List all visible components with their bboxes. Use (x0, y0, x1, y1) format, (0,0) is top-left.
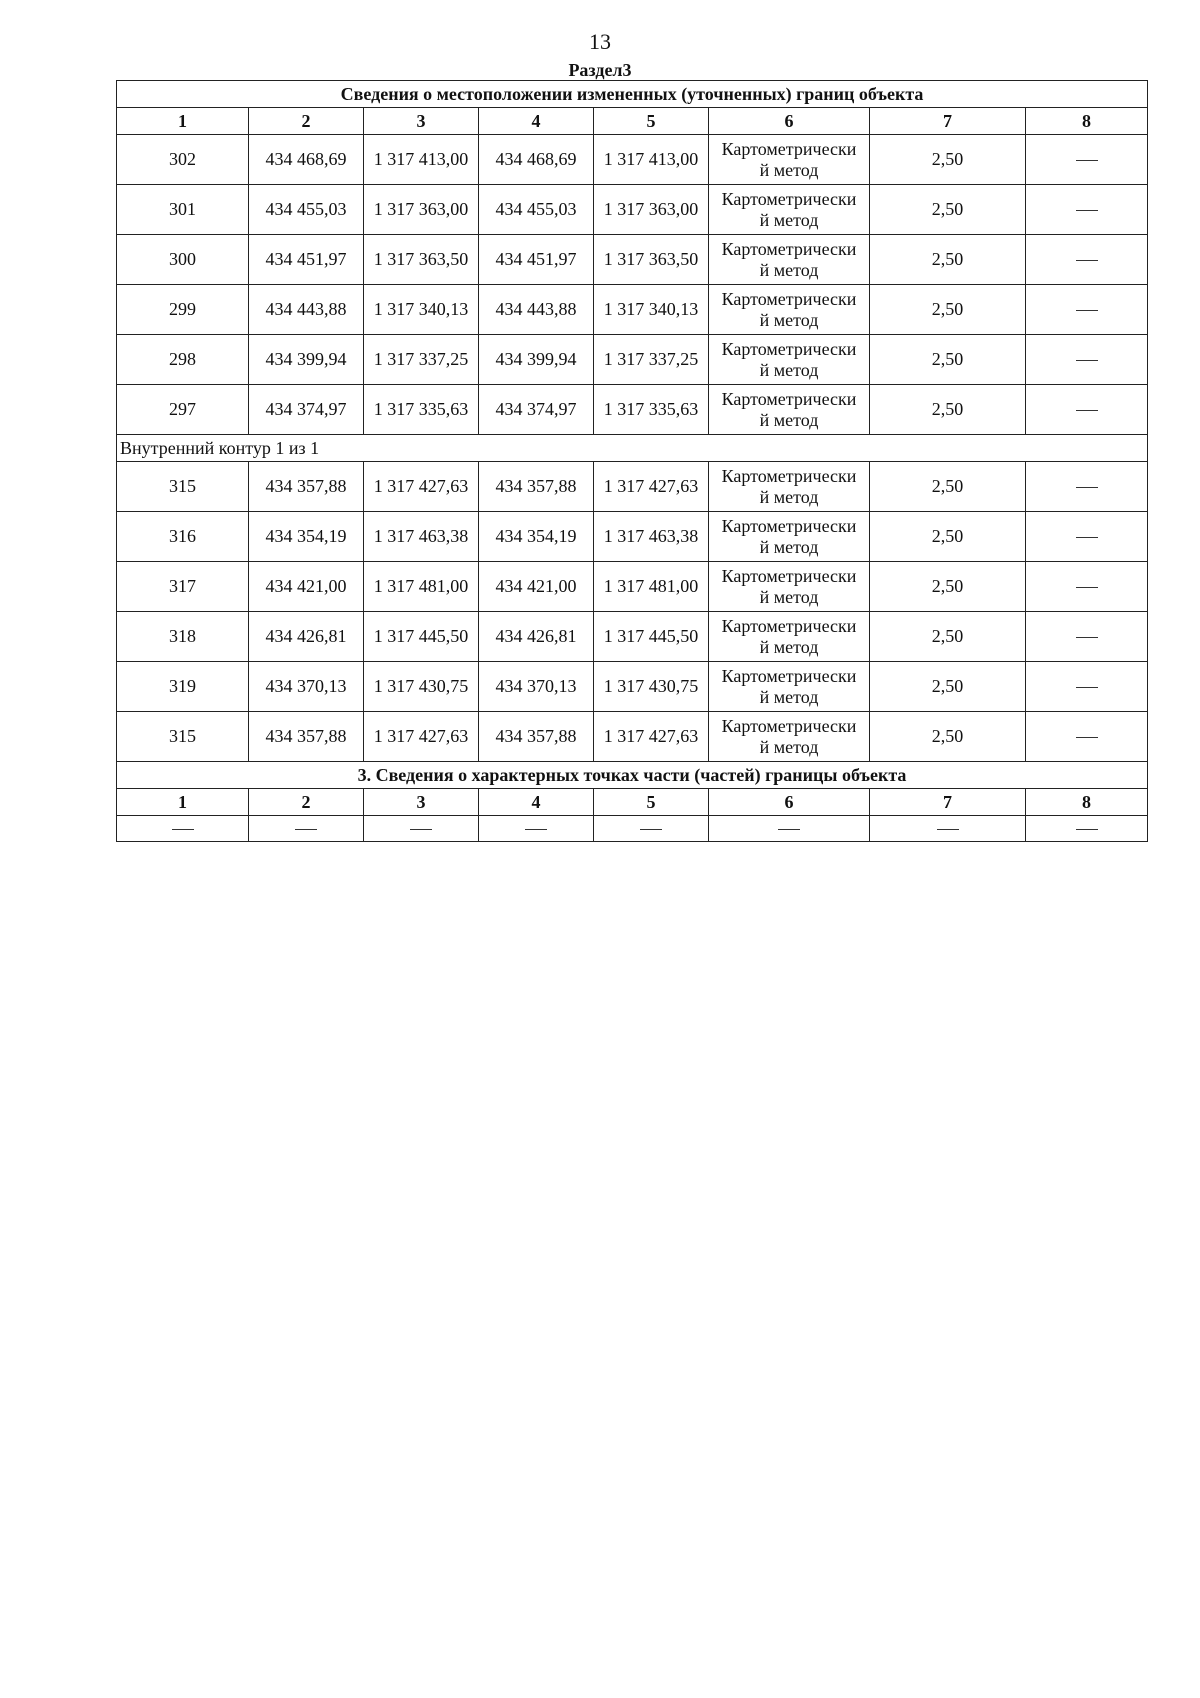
table-cell: 301 (117, 185, 249, 235)
table-cell: 434 370,13 (249, 662, 364, 712)
table-row (117, 285, 1148, 335)
dash-mark (410, 829, 432, 830)
table-cell: 434 374,97 (249, 385, 364, 435)
table-cell: 434 399,94 (479, 335, 594, 385)
section3-empty-row (117, 816, 1148, 842)
method-cell (709, 462, 870, 512)
table-body (117, 81, 1148, 842)
table-cell: 1 317 413,00 (594, 135, 709, 185)
dash-mark (640, 829, 662, 830)
method-cell (709, 612, 870, 662)
column-header: 5 (594, 108, 709, 135)
table-cell: 434 468,69 (479, 135, 594, 185)
table-cell: 434 421,00 (479, 562, 594, 612)
table-cell: 1 317 481,00 (594, 562, 709, 612)
table-cell: 1 317 363,00 (364, 185, 479, 235)
dash-mark (295, 829, 317, 830)
empty-value-cell (1026, 712, 1148, 762)
dash-mark (1076, 210, 1098, 211)
table-cell: 1 317 337,25 (364, 335, 479, 385)
table-cell: 434 370,13 (479, 662, 594, 712)
dash-mark (1076, 587, 1098, 588)
method-cell (709, 562, 870, 612)
method-text-line: Картометрически (721, 288, 857, 309)
table-cell: 434 354,19 (479, 512, 594, 562)
method-text-line: Картометрически (721, 565, 857, 586)
table-cell: 434 451,97 (479, 235, 594, 285)
method-text-line: Картометрически (721, 188, 857, 209)
table-cell: 2,50 (870, 285, 1026, 335)
method-text-line: й метод (759, 536, 819, 557)
method-text-line: Картометрически (721, 615, 857, 636)
empty-value-cell (1026, 662, 1148, 712)
table-cell: 2,50 (870, 235, 1026, 285)
table-row (117, 185, 1148, 235)
method-cell (709, 335, 870, 385)
method-text-line: Картометрически (721, 715, 857, 736)
table-row (117, 512, 1148, 562)
table-cell: 2,50 (870, 185, 1026, 235)
column-header: 1 (117, 789, 249, 816)
table-cell: 319 (117, 662, 249, 712)
table-cell: 434 354,19 (249, 512, 364, 562)
table-cell: 434 455,03 (249, 185, 364, 235)
table-cell: 434 421,00 (249, 562, 364, 612)
table-cell: 1 317 337,25 (594, 335, 709, 385)
table-cell: 434 443,88 (479, 285, 594, 335)
method-cell (709, 185, 870, 235)
method-cell (709, 235, 870, 285)
table-cell: 1 317 340,13 (594, 285, 709, 335)
table-cell: 434 455,03 (479, 185, 594, 235)
table-cell: 300 (117, 235, 249, 285)
table-cell: 1 317 430,75 (594, 662, 709, 712)
table-row (117, 135, 1148, 185)
method-cell (709, 662, 870, 712)
method-text-line: й метод (759, 309, 819, 330)
table-cell: 1 317 463,38 (364, 512, 479, 562)
empty-value-cell (479, 816, 594, 842)
method-text-line: Картометрически (721, 665, 857, 686)
table-cell: 2,50 (870, 562, 1026, 612)
table-cell: 2,50 (870, 385, 1026, 435)
dash-mark (172, 829, 194, 830)
dash-mark (1076, 360, 1098, 361)
table-cell: 1 317 445,50 (594, 612, 709, 662)
table-row (117, 385, 1148, 435)
table-cell: 434 357,88 (249, 462, 364, 512)
method-text-line: Картометрически (721, 515, 857, 536)
table-cell: 1 317 363,00 (594, 185, 709, 235)
column-header: 2 (249, 108, 364, 135)
dash-mark (1076, 260, 1098, 261)
table-cell: 1 317 481,00 (364, 562, 479, 612)
column-header: 8 (1026, 789, 1148, 816)
table-caption: Сведения о местоположении измененных (уточненных) границ объекта (117, 81, 1148, 108)
method-text-line: й метод (759, 736, 819, 757)
dash-mark (1076, 160, 1098, 161)
table-cell: 298 (117, 335, 249, 385)
table-cell: 316 (117, 512, 249, 562)
method-text-line: й метод (759, 486, 819, 507)
table-cell: 299 (117, 285, 249, 335)
table-cell: 315 (117, 462, 249, 512)
dash-mark (778, 829, 800, 830)
table-cell: 1 317 340,13 (364, 285, 479, 335)
empty-value-cell (870, 816, 1026, 842)
empty-value-cell (594, 816, 709, 842)
dash-mark (1076, 410, 1098, 411)
column-header: 4 (479, 108, 594, 135)
column-header: 8 (1026, 108, 1148, 135)
method-cell (709, 385, 870, 435)
empty-value-cell (1026, 235, 1148, 285)
table-cell: 315 (117, 712, 249, 762)
table-row (117, 235, 1148, 285)
section3-caption: 3. Сведения о характерных точках части (частей) границы объекта (117, 762, 1148, 789)
table-cell: 434 399,94 (249, 335, 364, 385)
column-header: 3 (364, 789, 479, 816)
column-header: 3 (364, 108, 479, 135)
table-cell: 434 426,81 (479, 612, 594, 662)
empty-value-cell (1026, 562, 1148, 612)
table-cell: 434 443,88 (249, 285, 364, 335)
method-text-line: Картометрически (721, 238, 857, 259)
empty-value-cell (117, 816, 249, 842)
dash-mark (1076, 829, 1098, 830)
method-text-line: й метод (759, 259, 819, 280)
empty-value-cell (1026, 816, 1148, 842)
method-text-line: й метод (759, 636, 819, 657)
method-cell (709, 712, 870, 762)
column-header: 4 (479, 789, 594, 816)
empty-value-cell (1026, 335, 1148, 385)
column-header: 2 (249, 789, 364, 816)
table-cell: 2,50 (870, 662, 1026, 712)
method-text-line: й метод (759, 409, 819, 430)
method-text-line: Картометрически (721, 388, 857, 409)
empty-value-cell (1026, 135, 1148, 185)
empty-value-cell (1026, 385, 1148, 435)
dash-mark (1076, 487, 1098, 488)
table-cell: 1 317 430,75 (364, 662, 479, 712)
table-cell: 2,50 (870, 712, 1026, 762)
column-header: 7 (870, 108, 1026, 135)
table-cell: 318 (117, 612, 249, 662)
method-text-line: й метод (759, 159, 819, 180)
method-cell (709, 135, 870, 185)
table-row (117, 462, 1148, 512)
table-cell: 434 374,97 (479, 385, 594, 435)
table-cell: 2,50 (870, 135, 1026, 185)
column-header-row (117, 108, 1148, 135)
empty-value-cell (709, 816, 870, 842)
section-title: Раздел3 (568, 60, 632, 80)
inner-contour-label: Внутренний контур 1 из 1 (117, 435, 1148, 462)
column-header: 5 (594, 789, 709, 816)
inner-contour-row (117, 435, 1148, 462)
empty-value-cell (1026, 185, 1148, 235)
dash-mark (1076, 310, 1098, 311)
section3-header-row (117, 789, 1148, 816)
table-cell: 1 317 427,63 (594, 462, 709, 512)
column-header: 1 (117, 108, 249, 135)
table-cell: 2,50 (870, 462, 1026, 512)
table-cell: 297 (117, 385, 249, 435)
dash-mark (1076, 637, 1098, 638)
table-cell: 1 317 335,63 (364, 385, 479, 435)
dash-mark (525, 829, 547, 830)
method-text-line: Картометрически (721, 465, 857, 486)
table-cell: 2,50 (870, 512, 1026, 562)
method-text-line: й метод (759, 359, 819, 380)
empty-value-cell (1026, 612, 1148, 662)
table-cell: 1 317 427,63 (364, 462, 479, 512)
empty-value-cell (1026, 285, 1148, 335)
table-cell: 1 317 363,50 (594, 235, 709, 285)
empty-value-cell (249, 816, 364, 842)
table-cell: 434 357,88 (479, 712, 594, 762)
method-text-line: й метод (759, 209, 819, 230)
table-cell: 317 (117, 562, 249, 612)
boundary-table (116, 80, 1148, 842)
dash-mark (937, 829, 959, 830)
table-cell: 2,50 (870, 335, 1026, 385)
method-cell (709, 512, 870, 562)
dash-mark (1076, 537, 1098, 538)
method-text-line: й метод (759, 686, 819, 707)
empty-value-cell (1026, 512, 1148, 562)
table-cell: 434 357,88 (249, 712, 364, 762)
table-cell: 1 317 363,50 (364, 235, 479, 285)
table-caption-row (117, 81, 1148, 108)
table-cell: 1 317 445,50 (364, 612, 479, 662)
table-cell: 434 451,97 (249, 235, 364, 285)
method-text-line: Картометрически (721, 138, 857, 159)
table-cell: 434 426,81 (249, 612, 364, 662)
table-row (117, 612, 1148, 662)
empty-value-cell (1026, 462, 1148, 512)
empty-value-cell (364, 816, 479, 842)
column-header: 6 (709, 789, 870, 816)
method-cell (709, 285, 870, 335)
table-cell: 1 317 427,63 (594, 712, 709, 762)
table-row (117, 335, 1148, 385)
table-cell: 1 317 413,00 (364, 135, 479, 185)
page-number: 13 (589, 29, 611, 54)
table-row (117, 712, 1148, 762)
column-header: 7 (870, 789, 1026, 816)
table-row (117, 662, 1148, 712)
table-cell: 1 317 335,63 (594, 385, 709, 435)
method-text-line: Картометрически (721, 338, 857, 359)
section3-caption-row (117, 762, 1148, 789)
table-cell: 434 357,88 (479, 462, 594, 512)
dash-mark (1076, 687, 1098, 688)
table-row (117, 562, 1148, 612)
table-cell: 302 (117, 135, 249, 185)
table-cell: 1 317 427,63 (364, 712, 479, 762)
table-cell: 1 317 463,38 (594, 512, 709, 562)
column-header: 6 (709, 108, 870, 135)
dash-mark (1076, 737, 1098, 738)
method-text-line: й метод (759, 586, 819, 607)
table-cell: 2,50 (870, 612, 1026, 662)
table-cell: 434 468,69 (249, 135, 364, 185)
